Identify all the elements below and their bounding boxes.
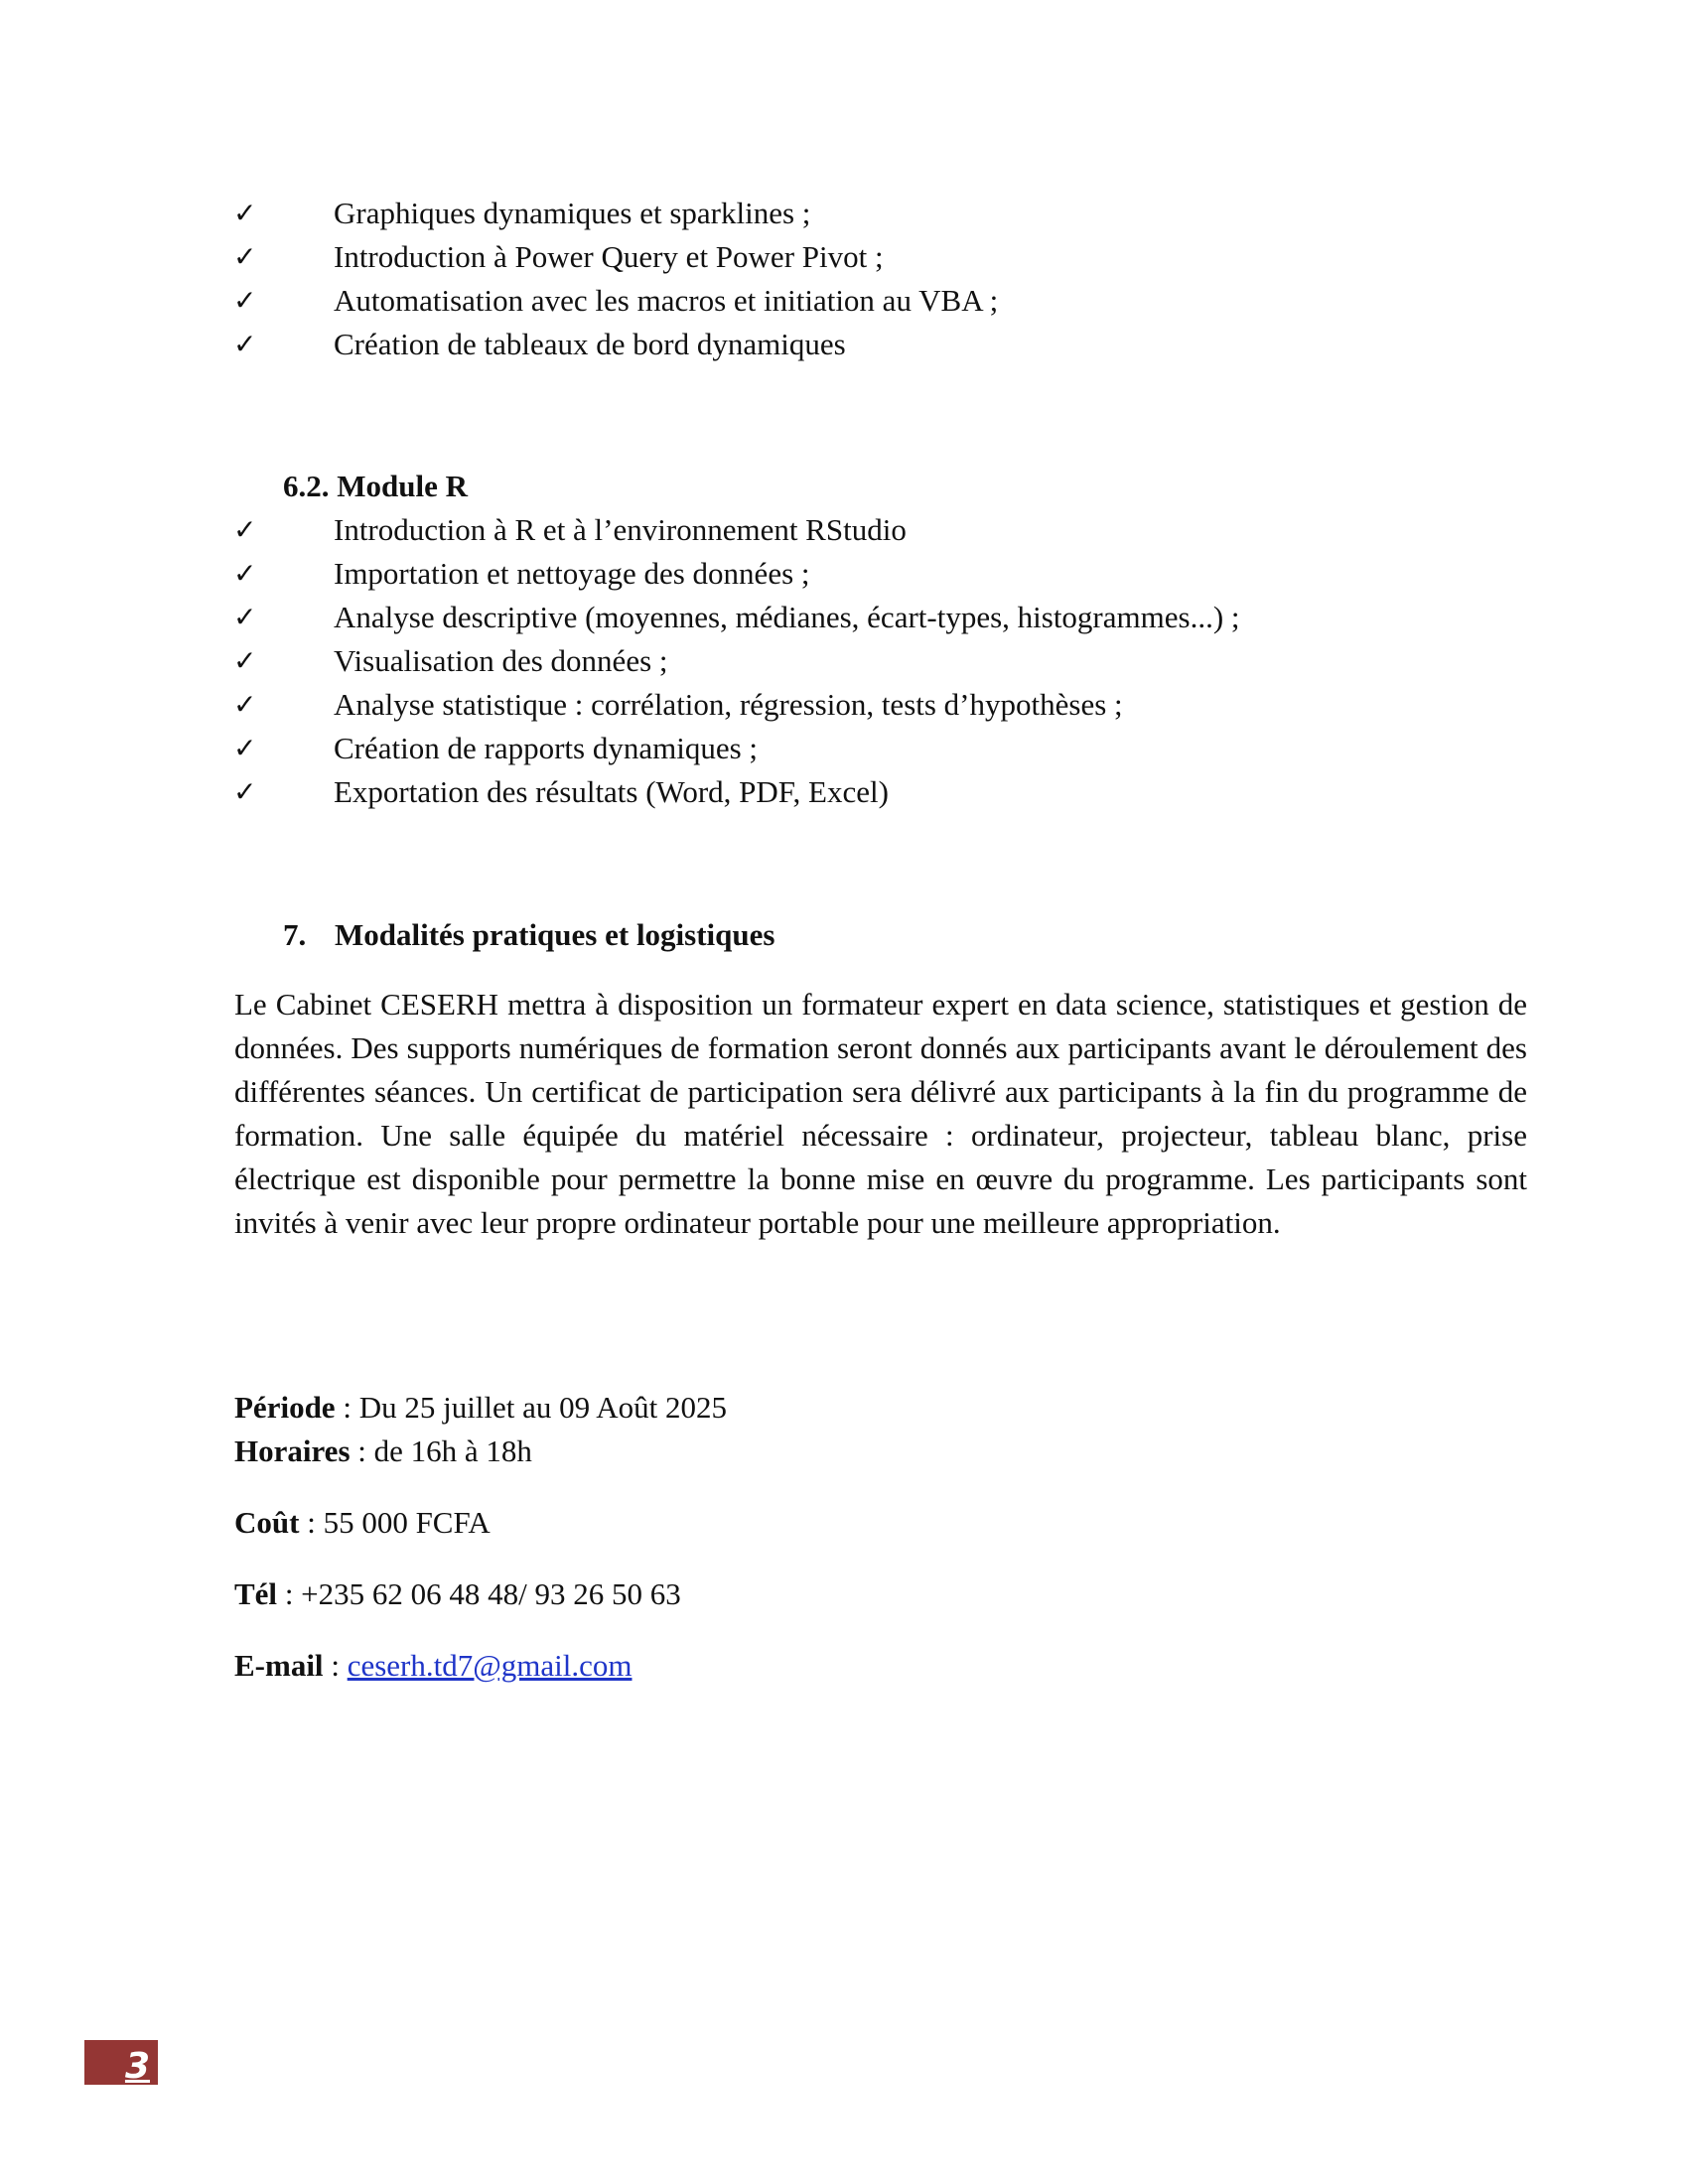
list-item-text: Exportation des résultats (Word, PDF, Excel) [334, 774, 889, 809]
list-item-text: Graphiques dynamiques et sparklines ; [334, 196, 811, 230]
section-number: 7. [283, 917, 307, 952]
phone-value: : +235 62 06 48 48/ 93 26 50 63 [277, 1576, 681, 1611]
page-number: 3 [124, 2046, 150, 2087]
checkmark-icon: ✓ [233, 732, 257, 764]
logistics-paragraph: Le Cabinet CESERH mettra à disposition un formateur expert en data science, statistiques et gestion de données. Des supports numériques de formation seront donnés aux participants avant le déroulement des différentes séances. Un certificat de participation sera délivré aux participants à la fin du programme de formation. Une salle équipée du matériel nécessaire : ordinateur, projecteur, tableau blanc, prise électrique est disponible pour permettre la bonne mise en œuvre du programme. Les participants sont invités à venir avec leur propre ordinateur portable pour une meilleure appropriation. [234, 987, 1527, 1240]
checkmark-icon: ✓ [233, 688, 257, 721]
list-item-text: Création de tableaux de bord dynamiques [334, 327, 846, 361]
checkmark-icon: ✓ [233, 601, 257, 633]
list-item-text: Introduction à Power Query et Power Pivot ; [334, 239, 884, 274]
checkmark-icon: ✓ [233, 328, 257, 360]
list-item-text: Automatisation avec les macros et initiation au VBA ; [334, 283, 999, 318]
schedule-value: : de 16h à 18h [350, 1433, 532, 1468]
list-item-text: Analyse descriptive (moyennes, médianes, écart-types, histogrammes...) ; [334, 600, 1240, 634]
section-7-heading [283, 913, 774, 957]
list-item-text: Analyse statistique : corrélation, régression, tests d’hypothèses ; [334, 687, 1123, 722]
cost-value: : 55 000 FCFA [299, 1505, 491, 1540]
email-separator: : [323, 1648, 348, 1683]
page-number-badge [84, 2040, 158, 2085]
list-item-text: Importation et nettoyage des données ; [334, 556, 810, 591]
email-link[interactable]: ceserh.td7@gmail.com [347, 1648, 633, 1683]
phone-line [234, 1572, 681, 1616]
module-r-heading: 6.2. Module R [283, 469, 468, 503]
period-line [234, 1386, 727, 1430]
list-item-text: Introduction à R et à l’environnement RStudio [334, 512, 907, 547]
email-label: E-mail [234, 1648, 324, 1683]
phone-label: Tél [234, 1576, 278, 1611]
checkmark-icon: ✓ [233, 240, 257, 273]
list-item-text: Création de rapports dynamiques ; [334, 731, 759, 765]
checkmark-icon: ✓ [233, 513, 257, 546]
checkmark-icon: ✓ [233, 557, 257, 590]
checkmark-icon: ✓ [233, 197, 257, 229]
list-item-text: Visualisation des données ; [334, 643, 668, 678]
cost-line [234, 1501, 491, 1545]
period-label: Période [234, 1390, 336, 1425]
schedule-line [234, 1430, 532, 1473]
section-title: Modalités pratiques et logistiques [335, 917, 775, 952]
checkmark-icon: ✓ [233, 284, 257, 317]
schedule-label: Horaires [234, 1433, 351, 1468]
checkmark-icon: ✓ [233, 644, 257, 677]
email-line [234, 1644, 632, 1688]
cost-label: Coût [234, 1505, 300, 1540]
period-value: : Du 25 juillet au 09 Août 2025 [335, 1390, 727, 1425]
checkmark-icon: ✓ [233, 775, 257, 808]
